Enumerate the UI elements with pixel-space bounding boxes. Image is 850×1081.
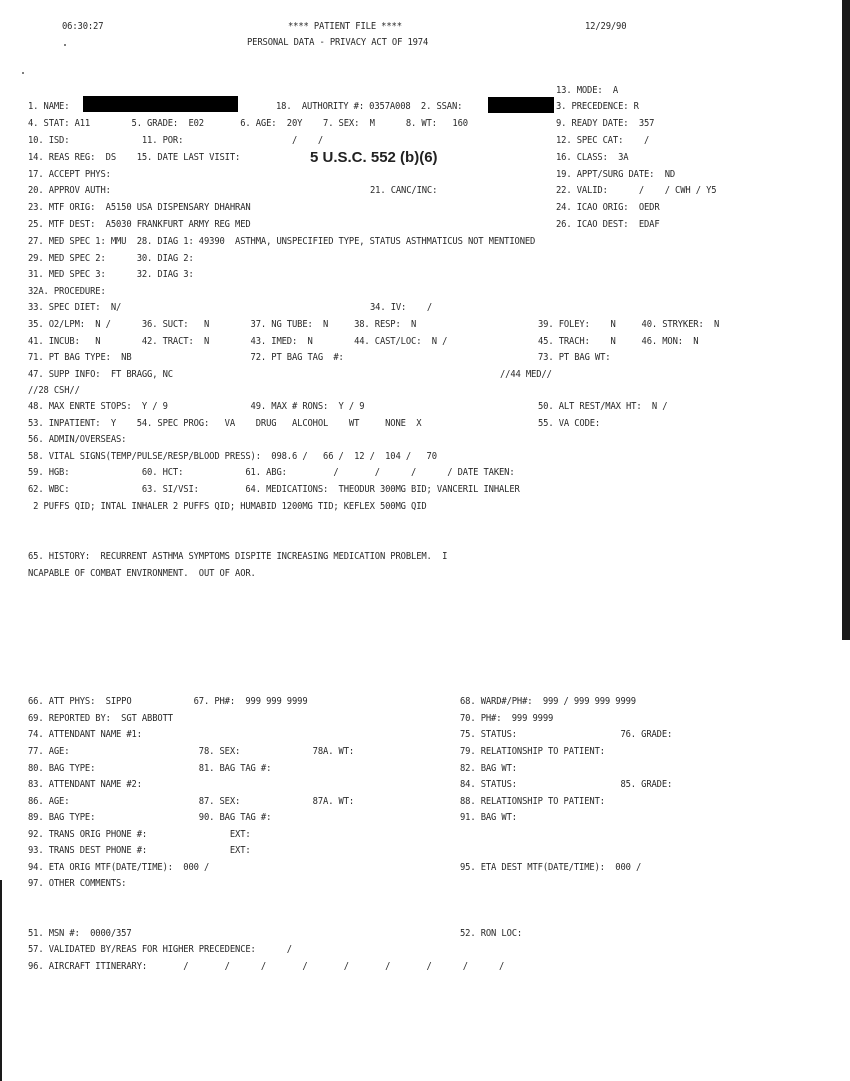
- field-trans-dest-phone: 93. TRANS DEST PHONE #: EXT:: [28, 845, 251, 856]
- field-att1-bag-wt: 82. BAG WT:: [460, 763, 517, 774]
- field-attendant-2: 83. ATTENDANT NAME #2:: [28, 779, 142, 790]
- field-reas-reg-row: 14. REAS REG: DS 15. DATE LAST VISIT:: [28, 152, 241, 163]
- field-att2-bag-wt: 91. BAG WT:: [460, 812, 517, 823]
- field-att1-age-row: 77. AGE: 78. SEX: 78A. WT:: [28, 746, 355, 757]
- field-o2-row: 35. O2/LPM: N / 36. SUCT: N 37. NG TUBE: N 38. RESP: N: [28, 319, 417, 330]
- field-med-spec-2-diag-2: 29. MED SPEC 2: 30. DIAG 2:: [28, 253, 194, 264]
- field-validated-by: 57. VALIDATED BY/REAS FOR HIGHER PRECEDENCE: /: [28, 944, 292, 955]
- field-reported-by: 69. REPORTED BY: SGT ABBOTT: [28, 713, 173, 724]
- print-date: 12/29/90: [585, 21, 627, 32]
- field-att2-relationship: 88. RELATIONSHIP TO PATIENT:: [460, 796, 605, 807]
- field-att2-bag-row: 89. BAG TYPE: 90. BAG TAG #:: [28, 812, 272, 823]
- field-alt-rest: 50. ALT REST/MAX HT: N /: [538, 401, 668, 412]
- field-max-enrte-row: 48. MAX ENRTE STOPS: Y / 9 49. MAX # RONS: Y / 9: [28, 401, 365, 412]
- field-appt-surg-date: 19. APPT/SURG DATE: ND: [556, 169, 676, 180]
- field-supp-info-med: //44 MED//: [500, 369, 552, 380]
- document-title: **** PATIENT FILE ****: [288, 21, 402, 32]
- print-time: 06:30:27: [62, 21, 104, 32]
- field-pt-bag-wt: 73. PT BAG WT:: [538, 352, 611, 363]
- field-mode: 13. MODE: A: [556, 85, 619, 96]
- field-ron-loc: 52. RON LOC:: [460, 928, 523, 939]
- field-stat-row: 4. STAT: A11 5. GRADE: E02 6. AGE: 20Y 7. SEX: M 8. WT: 160: [28, 118, 468, 129]
- field-hgb-row: 59. HGB: 60. HCT: 61. ABG: / / / / DATE TAKEN:: [28, 467, 515, 478]
- document-subtitle: PERSONAL DATA - PRIVACY ACT OF 1974: [247, 37, 429, 48]
- field-ready-date: 9. READY DATE: 357: [556, 118, 655, 129]
- field-history: 65. HISTORY: RECURRENT ASTHMA SYMPTOMS DISPITE INCREASING MEDICATION PROBLEM. I: [28, 551, 448, 562]
- field-med-spec-1-diag-1: 27. MED SPEC 1: MMU 28. DIAG 1: 49390 ASTHMA, UNSPECIFIED TYPE, STATUS ASTHMATICUS NOT MENTIONED: [28, 236, 536, 247]
- field-eta-orig: 94. ETA ORIG MTF(DATE/TIME): 000 /: [28, 862, 210, 873]
- field-procedure: 32A. PROCEDURE:: [28, 286, 106, 297]
- field-pt-bag-row: 71. PT BAG TYPE: NB 72. PT BAG TAG #:: [28, 352, 344, 363]
- field-precedence: 3. PRECEDENCE: R: [556, 101, 639, 112]
- field-att1-bag-row: 80. BAG TYPE: 81. BAG TAG #:: [28, 763, 272, 774]
- field-canc-inc: 21. CANC/INC:: [370, 185, 438, 196]
- field-supp-info: 47. SUPP INFO: FT BRAGG, NC: [28, 369, 173, 380]
- field-mtf-dest: 25. MTF DEST: A5030 FRANKFURT ARMY REG MED: [28, 219, 251, 230]
- field-accept-phys: 17. ACCEPT PHYS:: [28, 169, 111, 180]
- field-class: 16. CLASS: 3A: [556, 152, 629, 163]
- foia-exemption-stamp: 5 U.S.C. 552 (b)(6): [310, 149, 438, 166]
- field-inpatient-row: 53. INPATIENT: Y 54. SPEC PROG: VA DRUG ALCOHOL WT NONE X: [28, 418, 422, 429]
- field-attendant-1: 74. ATTENDANT NAME #1:: [28, 729, 142, 740]
- field-spec-diet: 33. SPEC DIET: N/: [28, 302, 122, 313]
- scan-edge-left: [0, 880, 2, 1081]
- field-isd-row: 10. ISD: 11. POR: / /: [28, 135, 324, 146]
- field-incub-row: 41. INCUB: N 42. TRACT: N 43. IMED: N 44. CAST/LOC: N /: [28, 336, 448, 347]
- field-supp-info-csh: //28 CSH//: [28, 385, 80, 396]
- field-trach-mon: 45. TRACH: N 46. MON: N: [538, 336, 699, 347]
- field-other-comments: 97. OTHER COMMENTS:: [28, 878, 127, 889]
- field-trans-orig-phone: 92. TRANS ORIG PHONE #: EXT:: [28, 829, 251, 840]
- field-att2-status-grade: 84. STATUS: 85. GRADE:: [460, 779, 673, 790]
- field-vital-signs: 58. VITAL SIGNS(TEMP/PULSE/RESP/BLOOD PRESS): 098.6 / 66 / 12 / 104 / 70: [28, 451, 437, 462]
- name-redaction: [83, 96, 238, 112]
- field-ph: 70. PH#: 999 9999: [460, 713, 554, 724]
- field-mtf-orig: 23. MTF ORIG: A5150 USA DISPENSARY DHAHRAN: [28, 202, 251, 213]
- field-admin-overseas: 56. ADMIN/OVERSEAS:: [28, 434, 127, 445]
- field-eta-dest: 95. ETA DEST MTF(DATE/TIME): 000 /: [460, 862, 642, 873]
- field-medications-cont: 2 PUFFS QID; INTAL INHALER 2 PUFFS QID; HUMABID 1200MG TID; KEFLEX 500MG QID: [28, 501, 427, 512]
- field-history-cont: NCAPABLE OF COMBAT ENVIRONMENT. OUT OF AOR.: [28, 568, 256, 579]
- scan-edge-right: [842, 0, 850, 640]
- field-approv-auth: 20. APPROV AUTH:: [28, 185, 111, 196]
- field-att-phys-row: 66. ATT PHYS: SIPPO 67. PH#: 999 999 9999: [28, 696, 308, 707]
- scan-speck: [22, 72, 24, 74]
- field-iv: 34. IV: /: [370, 302, 433, 313]
- field-att1-status-grade: 75. STATUS: 76. GRADE:: [460, 729, 673, 740]
- field-att2-age-row: 86. AGE: 87. SEX: 87A. WT:: [28, 796, 355, 807]
- field-spec-cat: 12. SPEC CAT: /: [556, 135, 650, 146]
- field-aircraft-itinerary: 96. AIRCRAFT ITINERARY: / / / / / / / / /: [28, 961, 505, 972]
- field-wbc-row: 62. WBC: 63. SI/VSI: 64. MEDICATIONS: THEODUR 300MG BID; VANCERIL INHALER: [28, 484, 520, 495]
- field-msn: 51. MSN #: 0000/357: [28, 928, 132, 939]
- scan-speck: [64, 44, 66, 46]
- field-authority-ssan: 18. AUTHORITY #: 0357A008 2. SSAN:: [276, 101, 463, 112]
- field-valid: 22. VALID: / / CWH / Y5: [556, 185, 717, 196]
- field-va-code: 55. VA CODE:: [538, 418, 601, 429]
- field-att1-relationship: 79. RELATIONSHIP TO PATIENT:: [460, 746, 605, 757]
- field-icao-orig: 24. ICAO ORIG: OEDR: [556, 202, 660, 213]
- field-ward-ph: 68. WARD#/PH#: 999 / 999 999 9999: [460, 696, 636, 707]
- ssan-redaction: [488, 97, 554, 113]
- field-med-spec-3-diag-3: 31. MED SPEC 3: 32. DIAG 3:: [28, 269, 194, 280]
- field-name: 1. NAME:: [28, 101, 70, 112]
- field-icao-dest: 26. ICAO DEST: EDAF: [556, 219, 660, 230]
- field-foley-stryker: 39. FOLEY: N 40. STRYKER: N: [538, 319, 720, 330]
